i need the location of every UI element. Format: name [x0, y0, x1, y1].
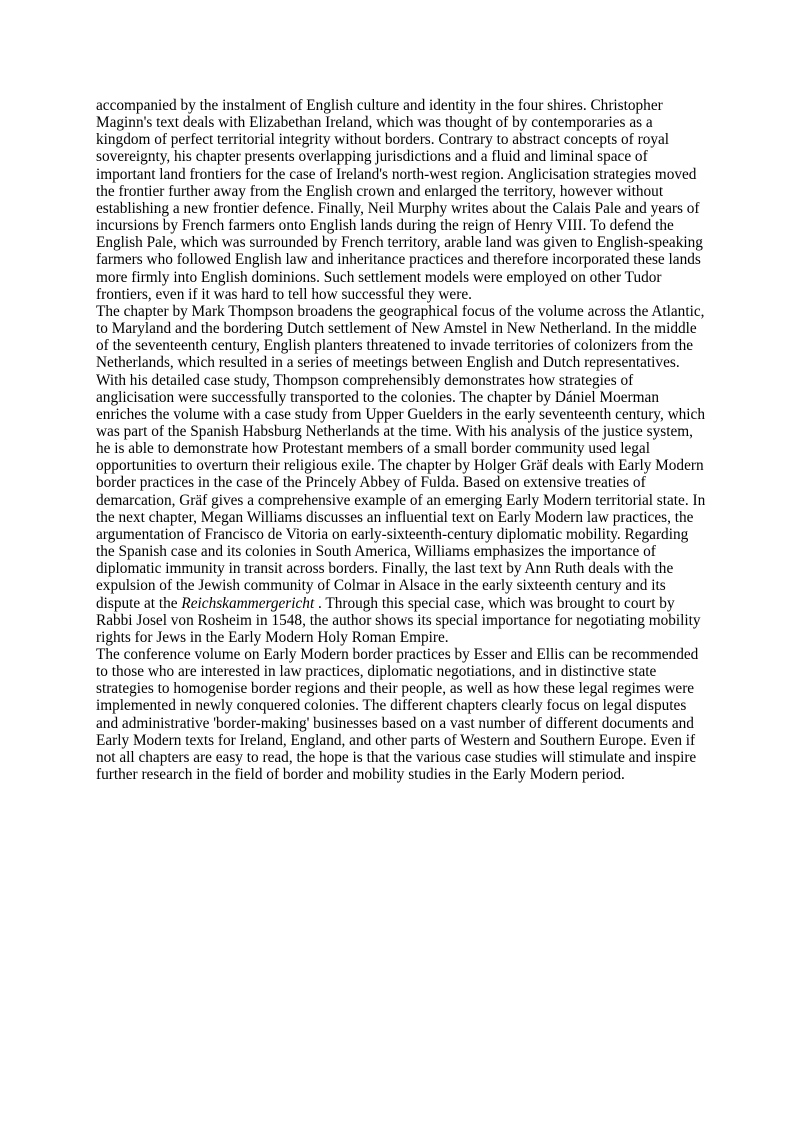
paragraph-frontiers-ireland-calais	[96, 97, 708, 303]
paragraph-conclusion	[96, 646, 708, 783]
paragraph-text: The chapter by Mark Thompson broadens the geographical focus of the volume across the Atlantic, to Maryland and the bordering Dutch settlement of New Amstel in New Netherland. In the middle of the seventeenth century, English planters threatened to invade territories of colonizers from the Netherlands, which resulted in a series of meetings between English and Dutch representatives. With his detailed case study, Thompson comprehensibly demonstrates how strategies of anglicisation were successfully transported to the colonies. The chapter by Dániel Moerman enriches the volume with a case study from Upper Guelders in the early seventeenth century, which was part of the Spanish Habsburg Netherlands at the time. With his analysis of the justice system, he is able to demonstrate how Protestant members of a small border community used legal opportunities to overturn their religious exile. The chapter by Holger Gräf deals with Early Modern border practices in the case of the Princely Abbey of Fulda. Based on extensive treaties of demarcation, Gräf gives a comprehensive example of an emerging Early Modern territorial state. In the next chapter, Megan Williams discusses an influential text on Early Modern law practices, the argumentation of Francisco de Vitoria on early-sixteenth-century diplomatic mobility. Regarding the Spanish case and its colonies in South America, Williams emphasizes the importance of diplomatic immunity in transit across borders. Finally, the last text by Ann Ruth deals with the expulsion of the Jewish community of Colmar in Alsace in the early sixteenth century and its dispute at the	[96, 302, 706, 612]
paragraph-text: The conference volume on Early Modern border practices by Esser and Ellis can be recommended to those who are interested in law practices, diplomatic negotiations, and in distinctive state strategies to homogenise border regions and their people, as well as how these legal regimes were implemented in newly conquered colonies. The different chapters clearly focus on legal disputes and administrative 'border-making' businesses based on a vast number of different documents and Early Modern texts for Ireland, England, and other parts of Western and Southern Europe. Even if not all chapters are easy to read, the hope is that the various case studies will stimulate and inspire further research in the field of border and mobility studies in the Early Modern period.	[96, 646, 699, 784]
court-name-italic: Reichskammergericht	[181, 594, 315, 612]
document-body	[96, 97, 708, 783]
paragraph-text: accompanied by the instalment of English culture and identity in the four shires. Christopher Maginn's text deals with Elizabethan Ireland, which was thought of by contemporaries as a kingdom of perfect territorial integrity without borders. Contrary to abstract concepts of royal sovereignty, his chapter presents overlapping jurisdictions and a fluid and liminal space of important land frontiers for the case of Ireland's north-west region. Anglicisation strategies moved the frontier further away from the English crown and enlarged the territory, however without establishing a new frontier defence. Finally, Neil Murphy writes about the Calais Pale and years of incursions by French farmers onto English lands during the reign of Henry VIII. To defend the English Pale, which was surrounded by French territory, arable land was given to English-speaking farmers who followed English law and inheritance practices and therefore incorporated these lands more firmly into English dominions. Such settlement models were employed on other Tudor frontiers, even if it was hard to tell how successful they were.	[96, 97, 703, 303]
paragraph-colonies-and-case-studies	[96, 303, 708, 646]
paragraph-text: . Through this special case, which was brought to court by Rabbi Josel von Rosheim in 1548, the author shows its special importance for negotiating mobility rights for Jews in the Early Modern Holy Roman Empire.	[96, 594, 701, 646]
